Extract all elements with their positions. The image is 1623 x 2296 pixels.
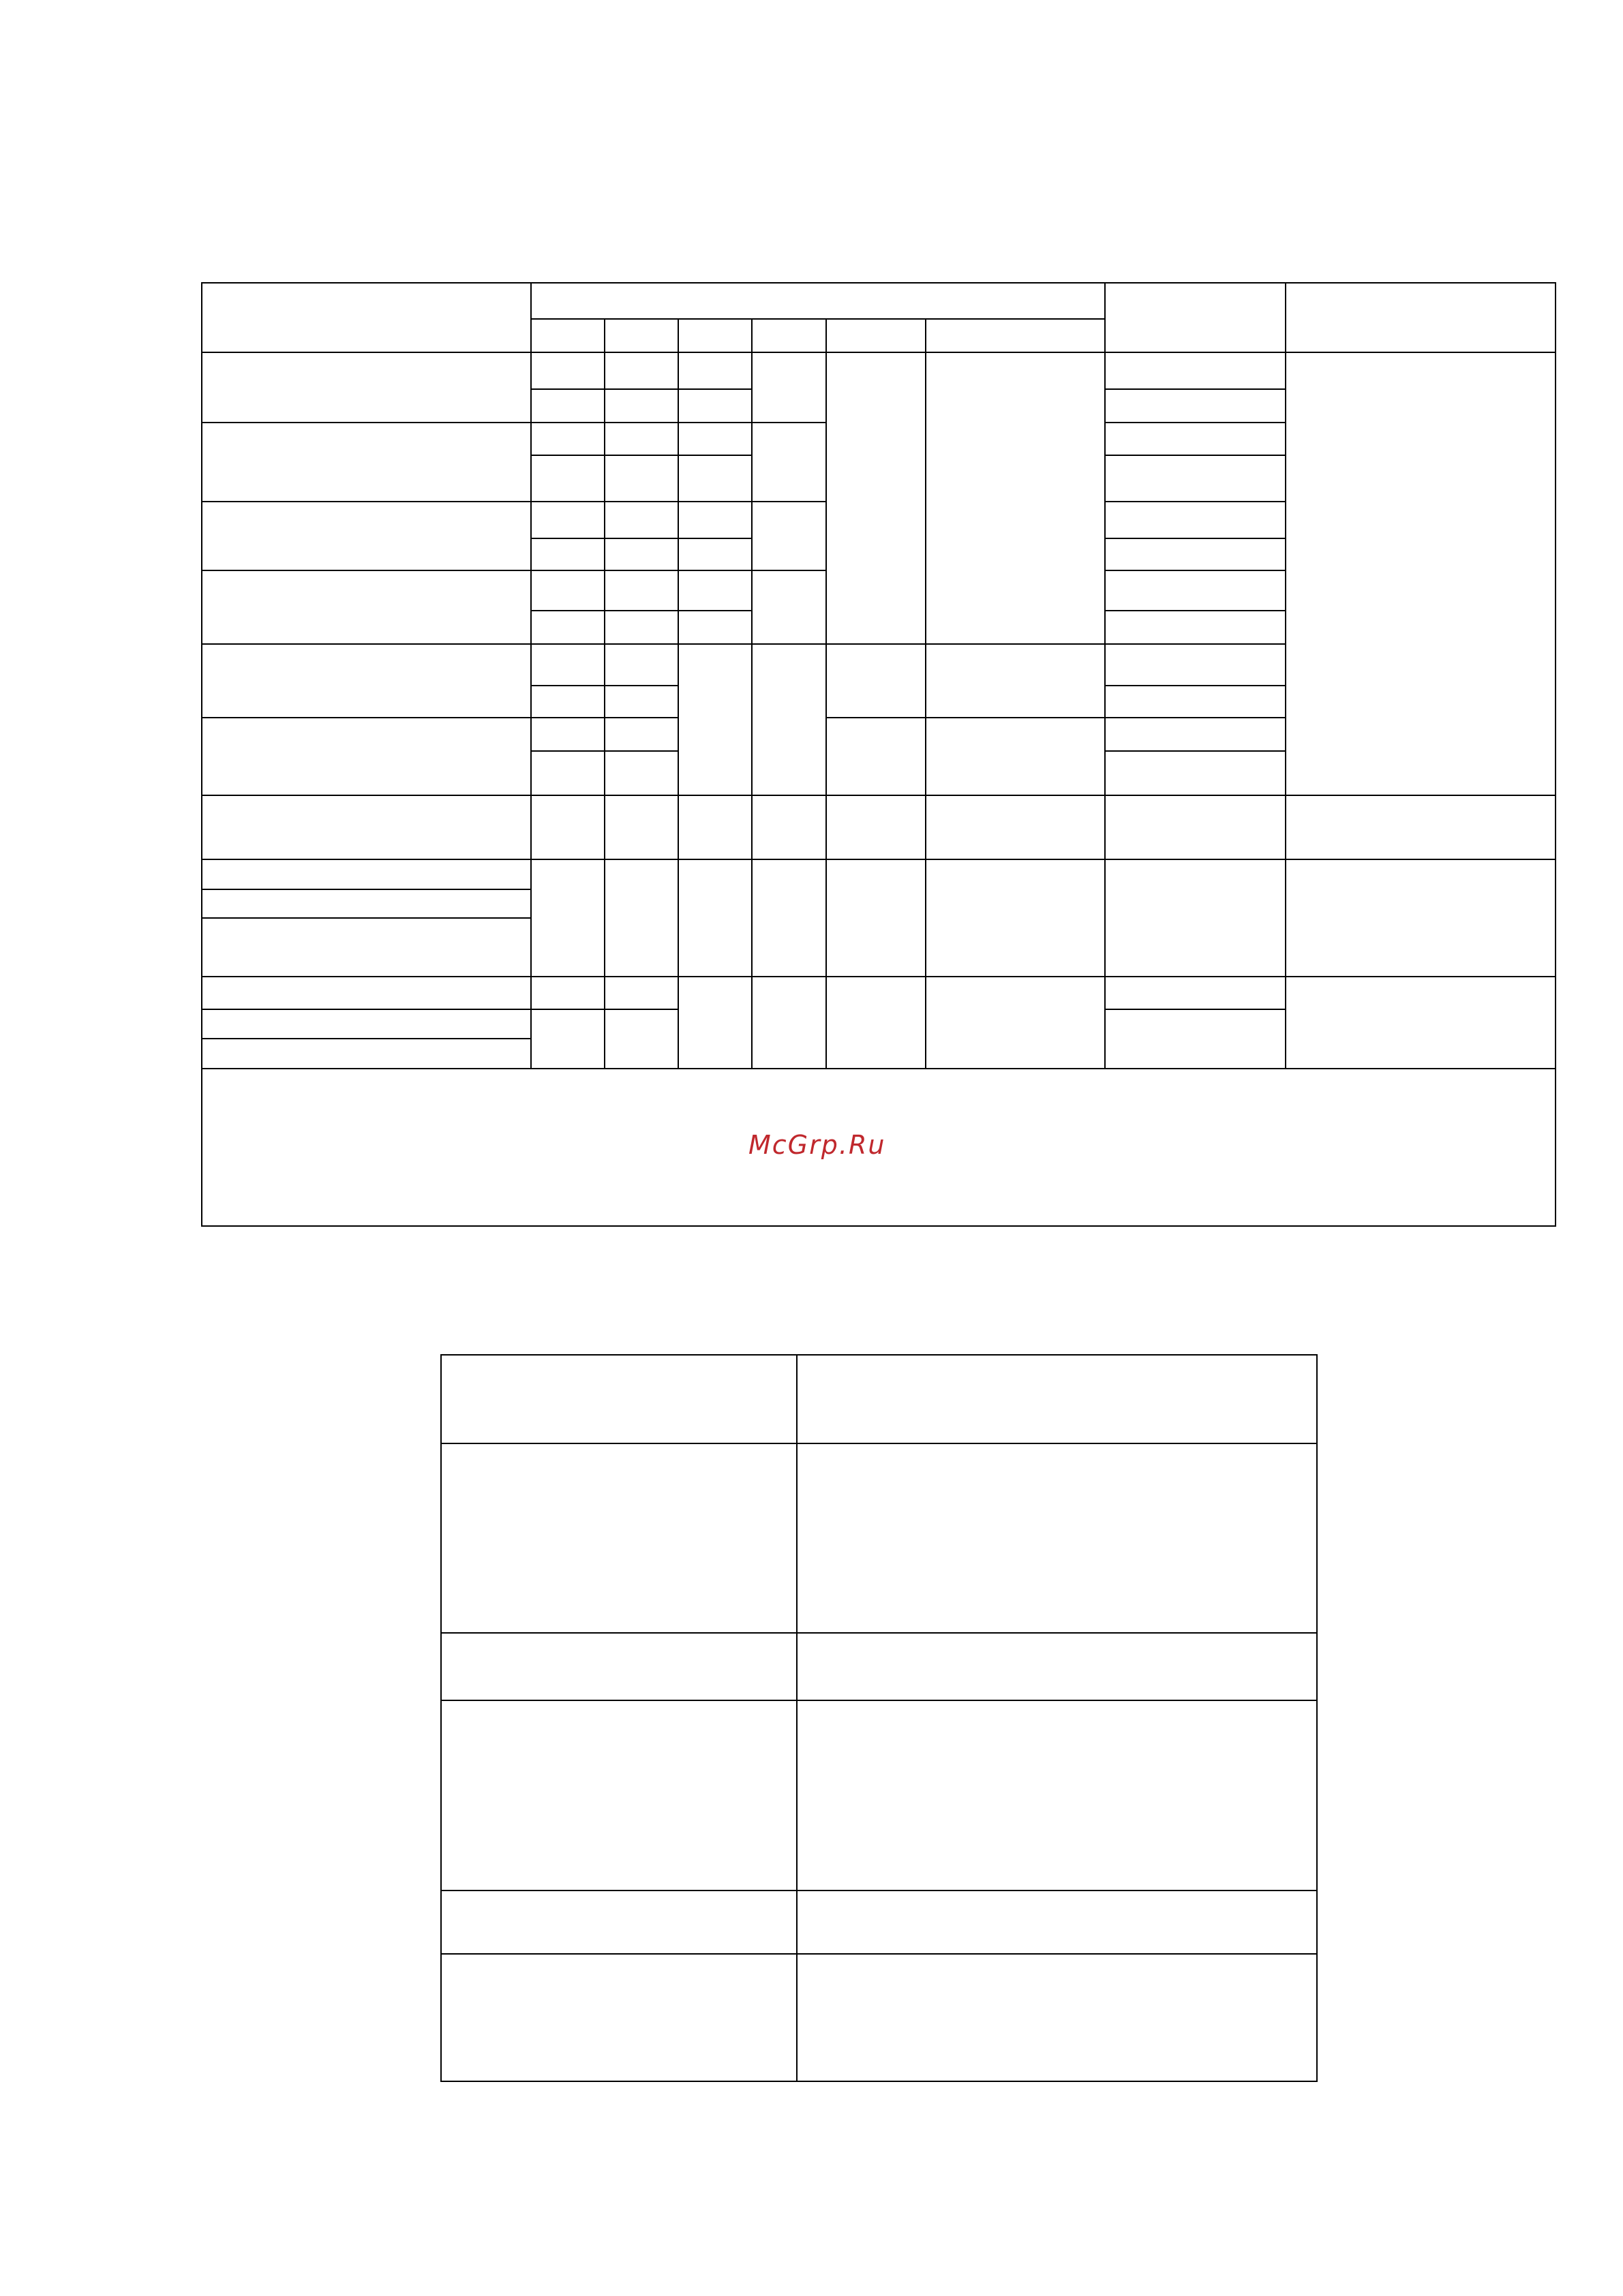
lower-table-border: [441, 1355, 1317, 2081]
watermark-text: McGrp.Ru: [748, 1130, 886, 1160]
